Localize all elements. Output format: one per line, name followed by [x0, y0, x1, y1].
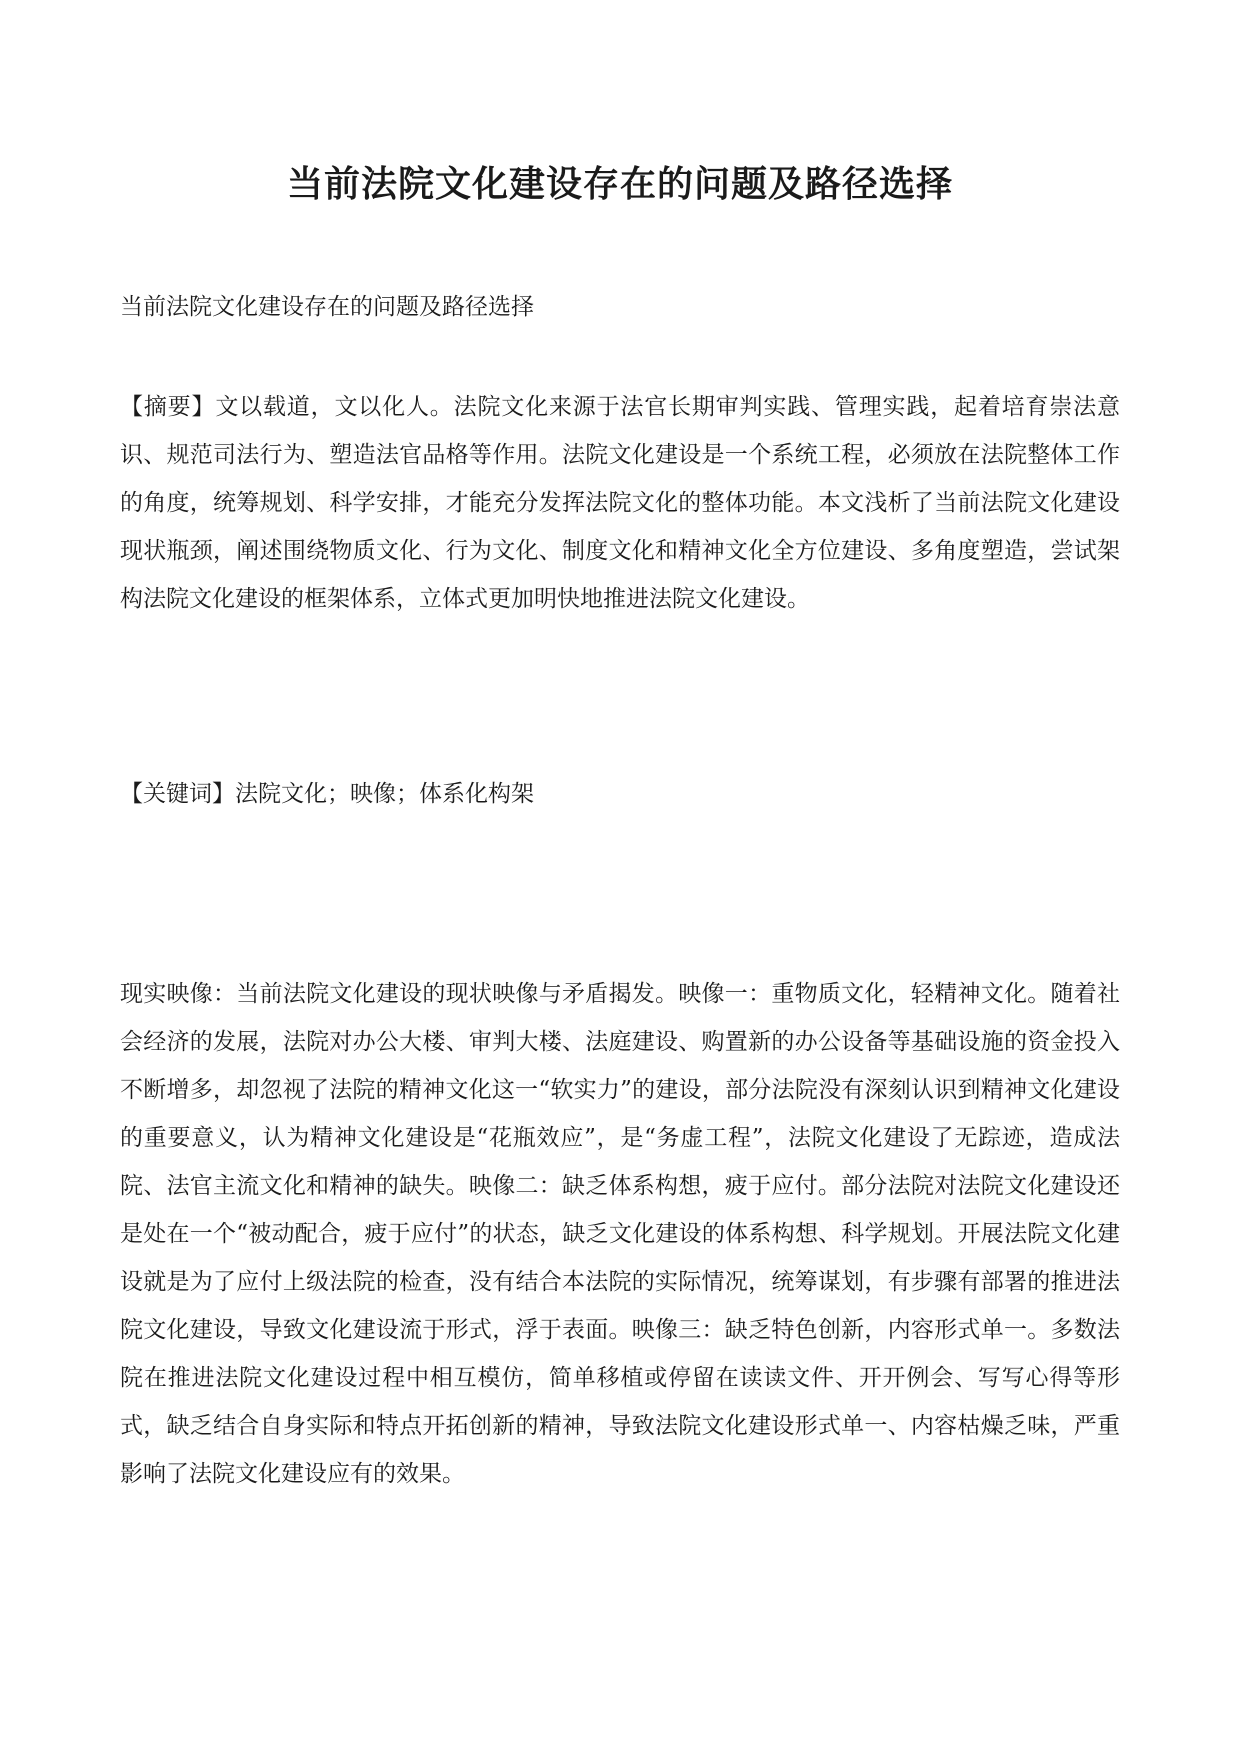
body-paragraph: 现实映像：当前法院文化建设的现状映像与矛盾揭发。映像一：重物质文化，轻精神文化。随着社会经济的发展，法院对办公大楼、审判大楼、法庭建设、购置新的办公设备等基础设施的资金投入不断增多，却忽视了法院的精神文化这一“软实力”的建设，部分法院没有深刻认识到精神文化建设的重要意义，认为精神文化建设是“花瓶效应”，是“务虚工程”，法院文化建设了无踪迹，造成法院、法官主流文化和精神的缺失。映像二：缺乏体系构想，疲于应付。部分法院对法院文化建设还是处在一个“被动配合，疲于应付”的状态，缺乏文化建设的体系构想、科学规划。开展法院文化建设就是为了应付上级法院的检查，没有结合本法院的实际情况，统筹谋划，有步骤有部署的推进法院文化建设，导致文化建设流于形式，浮于表面。映像三：缺乏特色创新，内容形式单一。多数法院在推进法院文化建设过程中相互模仿，简单移植或停留在读读文件、开开例会、写写心得等形式，缺乏结合自身实际和特点开拓创新的精神，导致法院文化建设形式单一、内容枯燥乏味，严重影响了法院文化建设应有的效果。 — [120, 981, 1120, 1487]
document-title: 当前法院文化建设存在的问题及路径选择 — [286, 163, 953, 205]
abstract-paragraph: 【摘要】文以载道，文以化人。法院文化来源于法官长期审判实践、管理实践，起着培育崇法意识、规范司法行为、塑造法官品格等作用。法院文化建设是一个系统工程，必须放在法院整体工作的角度，统筹规划、科学安排，才能充分发挥法院文化的整体功能。本文浅析了当前法院文化建设现状瓶颈，阐述围绕物质文化、行为文化、制度文化和精神文化全方位建设、多角度塑造，尝试架构法院文化建设的框架体系，立体式更加明快地推进法院文化建设。 — [120, 394, 1120, 612]
keywords-paragraph: 【关键词】法院文化；映像；体系化构架 — [120, 781, 534, 807]
document-subtitle: 当前法院文化建设存在的问题及路径选择 — [120, 294, 534, 320]
